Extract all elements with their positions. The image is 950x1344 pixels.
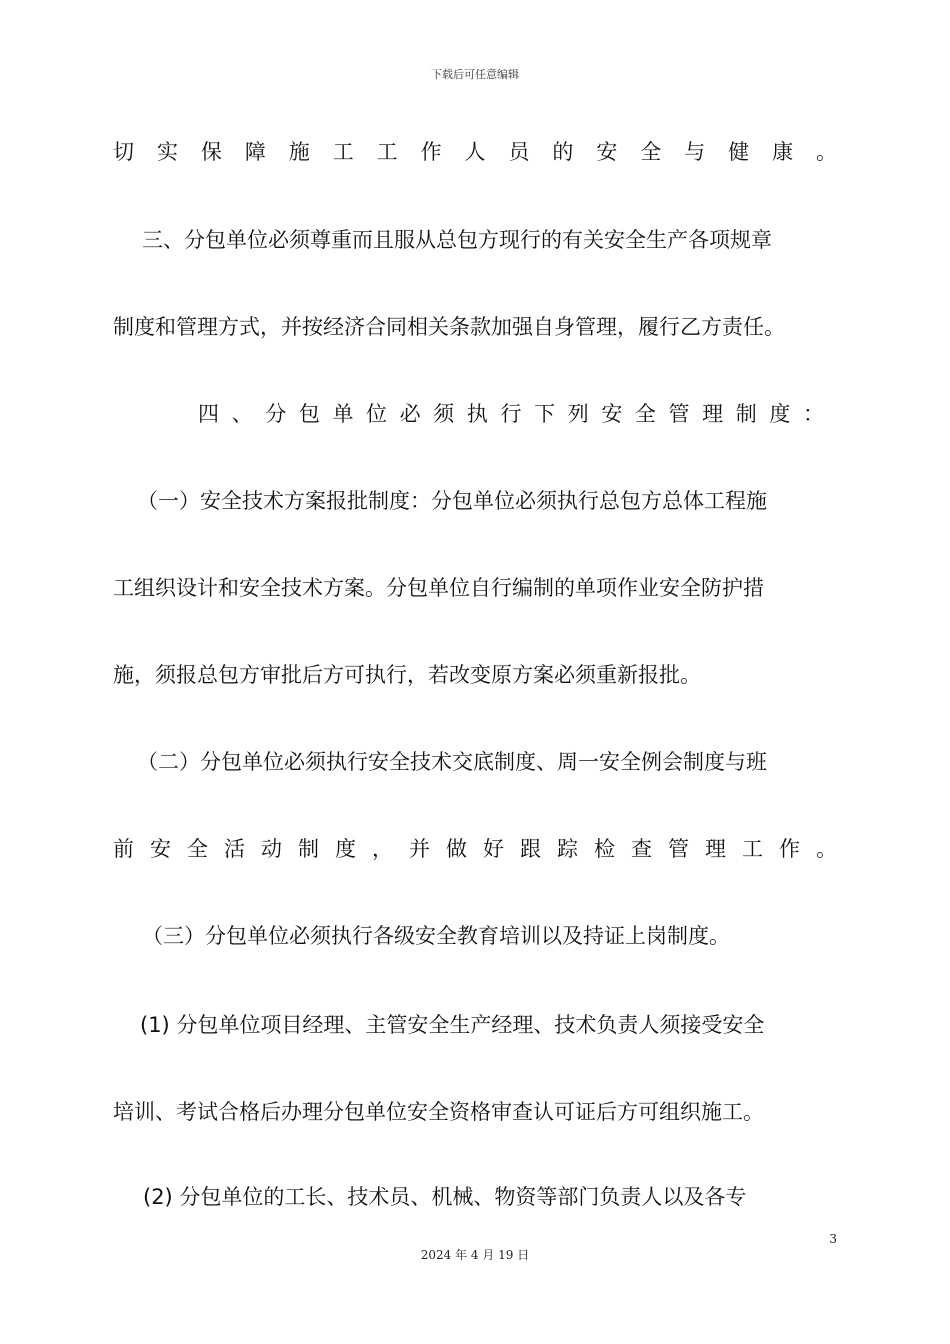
- body-char: 位: [366, 402, 388, 426]
- body-line-10: （三）分包单位必须执行各级安全教育培训以及持证上岗制度。: [142, 924, 730, 948]
- body-line-5: （一）安全技术方案报批制度：分包单位必须执行总包方总体工程施: [137, 489, 767, 513]
- body-char: 施: [288, 140, 310, 164]
- body-char: 切: [113, 140, 134, 164]
- body-char: 全: [640, 140, 662, 164]
- body-char: 活: [224, 837, 245, 861]
- body-line-1: [113, 137, 837, 167]
- body-char: 健: [728, 140, 750, 164]
- body-char: 保: [200, 140, 222, 164]
- body-char: 与: [684, 140, 706, 164]
- body-char: 、: [231, 402, 253, 426]
- body-char: 动: [261, 837, 282, 861]
- body-char: 作: [779, 837, 800, 861]
- body-char: 的: [552, 140, 574, 164]
- body-char: 工: [332, 140, 354, 164]
- body-char: 必: [399, 402, 421, 426]
- body-char: ，: [372, 837, 393, 861]
- body-char: 执: [466, 402, 488, 426]
- body-char: 分: [265, 402, 287, 426]
- body-char: 。: [816, 140, 837, 164]
- body-char: 四: [198, 402, 219, 426]
- body-char: 度: [769, 402, 791, 426]
- body-line-11: (1) 分包单位项目经理、主管安全生产经理、技术负责人须接受安全: [140, 1013, 765, 1037]
- body-char: 列: [567, 402, 589, 426]
- body-char: 管: [668, 837, 689, 861]
- body-char: 安: [150, 837, 171, 861]
- body-line-12: 培训、考试合格后办理分包单位安全资格审查认可证后方可组织施工。: [113, 1100, 764, 1124]
- body-char: 制: [735, 402, 757, 426]
- body-char: 包: [298, 402, 320, 426]
- body-line-7: 施，须报总包方审批后方可执行，若改变原方案必须重新报批。: [113, 663, 701, 687]
- body-line-2: 三、分包单位必须尊重而且服从总包方现行的有关安全生产各项规章: [142, 228, 772, 252]
- body-char: 下: [534, 402, 556, 426]
- body-char: 检: [594, 837, 615, 861]
- body-char: 安: [596, 140, 618, 164]
- body-char: ：: [802, 402, 824, 426]
- page-header: 下载后可任意编辑: [431, 68, 519, 81]
- body-char: 理: [705, 837, 726, 861]
- body-char: 制: [298, 837, 319, 861]
- body-char: 康: [772, 140, 794, 164]
- body-char: 员: [508, 140, 530, 164]
- body-line-4: [198, 399, 824, 429]
- body-char: 行: [500, 402, 522, 426]
- body-line-13: (2) 分包单位的工长、技术员、机械、物资等部门负责人以及各专: [143, 1185, 747, 1209]
- body-char: 实: [156, 140, 178, 164]
- page-number: 3: [829, 1232, 837, 1246]
- footer-date: 2024 年 4 月 19 日: [420, 1248, 530, 1262]
- body-char: 好: [483, 837, 504, 861]
- body-char: 做: [446, 837, 467, 861]
- body-line-8: （二）分包单位必须执行安全技术交底制度、周一安全例会制度与班: [137, 750, 767, 774]
- body-char: 理: [702, 402, 724, 426]
- body-char: 前: [113, 837, 134, 861]
- body-char: 作: [420, 140, 442, 164]
- body-char: 全: [634, 402, 656, 426]
- body-char: 须: [433, 402, 455, 426]
- body-char: 障: [244, 140, 266, 164]
- body-char: 全: [187, 837, 208, 861]
- body-char: 安: [601, 402, 623, 426]
- body-char: 踪: [557, 837, 578, 861]
- body-char: 。: [816, 837, 837, 861]
- body-char: 管: [668, 402, 690, 426]
- body-char: 工: [742, 837, 763, 861]
- body-char: 度: [335, 837, 356, 861]
- body-char: 跟: [520, 837, 541, 861]
- body-char: 并: [409, 837, 430, 861]
- body-char: 单: [332, 402, 354, 426]
- body-line-6: 工组织设计和安全技术方案。分包单位自行编制的单项作业安全防护措: [113, 576, 764, 600]
- body-char: 人: [464, 140, 486, 164]
- body-line-3: 制度和管理方式，并按经济合同相关条款加强自身管理，履行乙方责任。: [113, 315, 785, 339]
- body-char: 查: [631, 837, 652, 861]
- body-line-9: [113, 834, 837, 864]
- body-char: 工: [376, 140, 398, 164]
